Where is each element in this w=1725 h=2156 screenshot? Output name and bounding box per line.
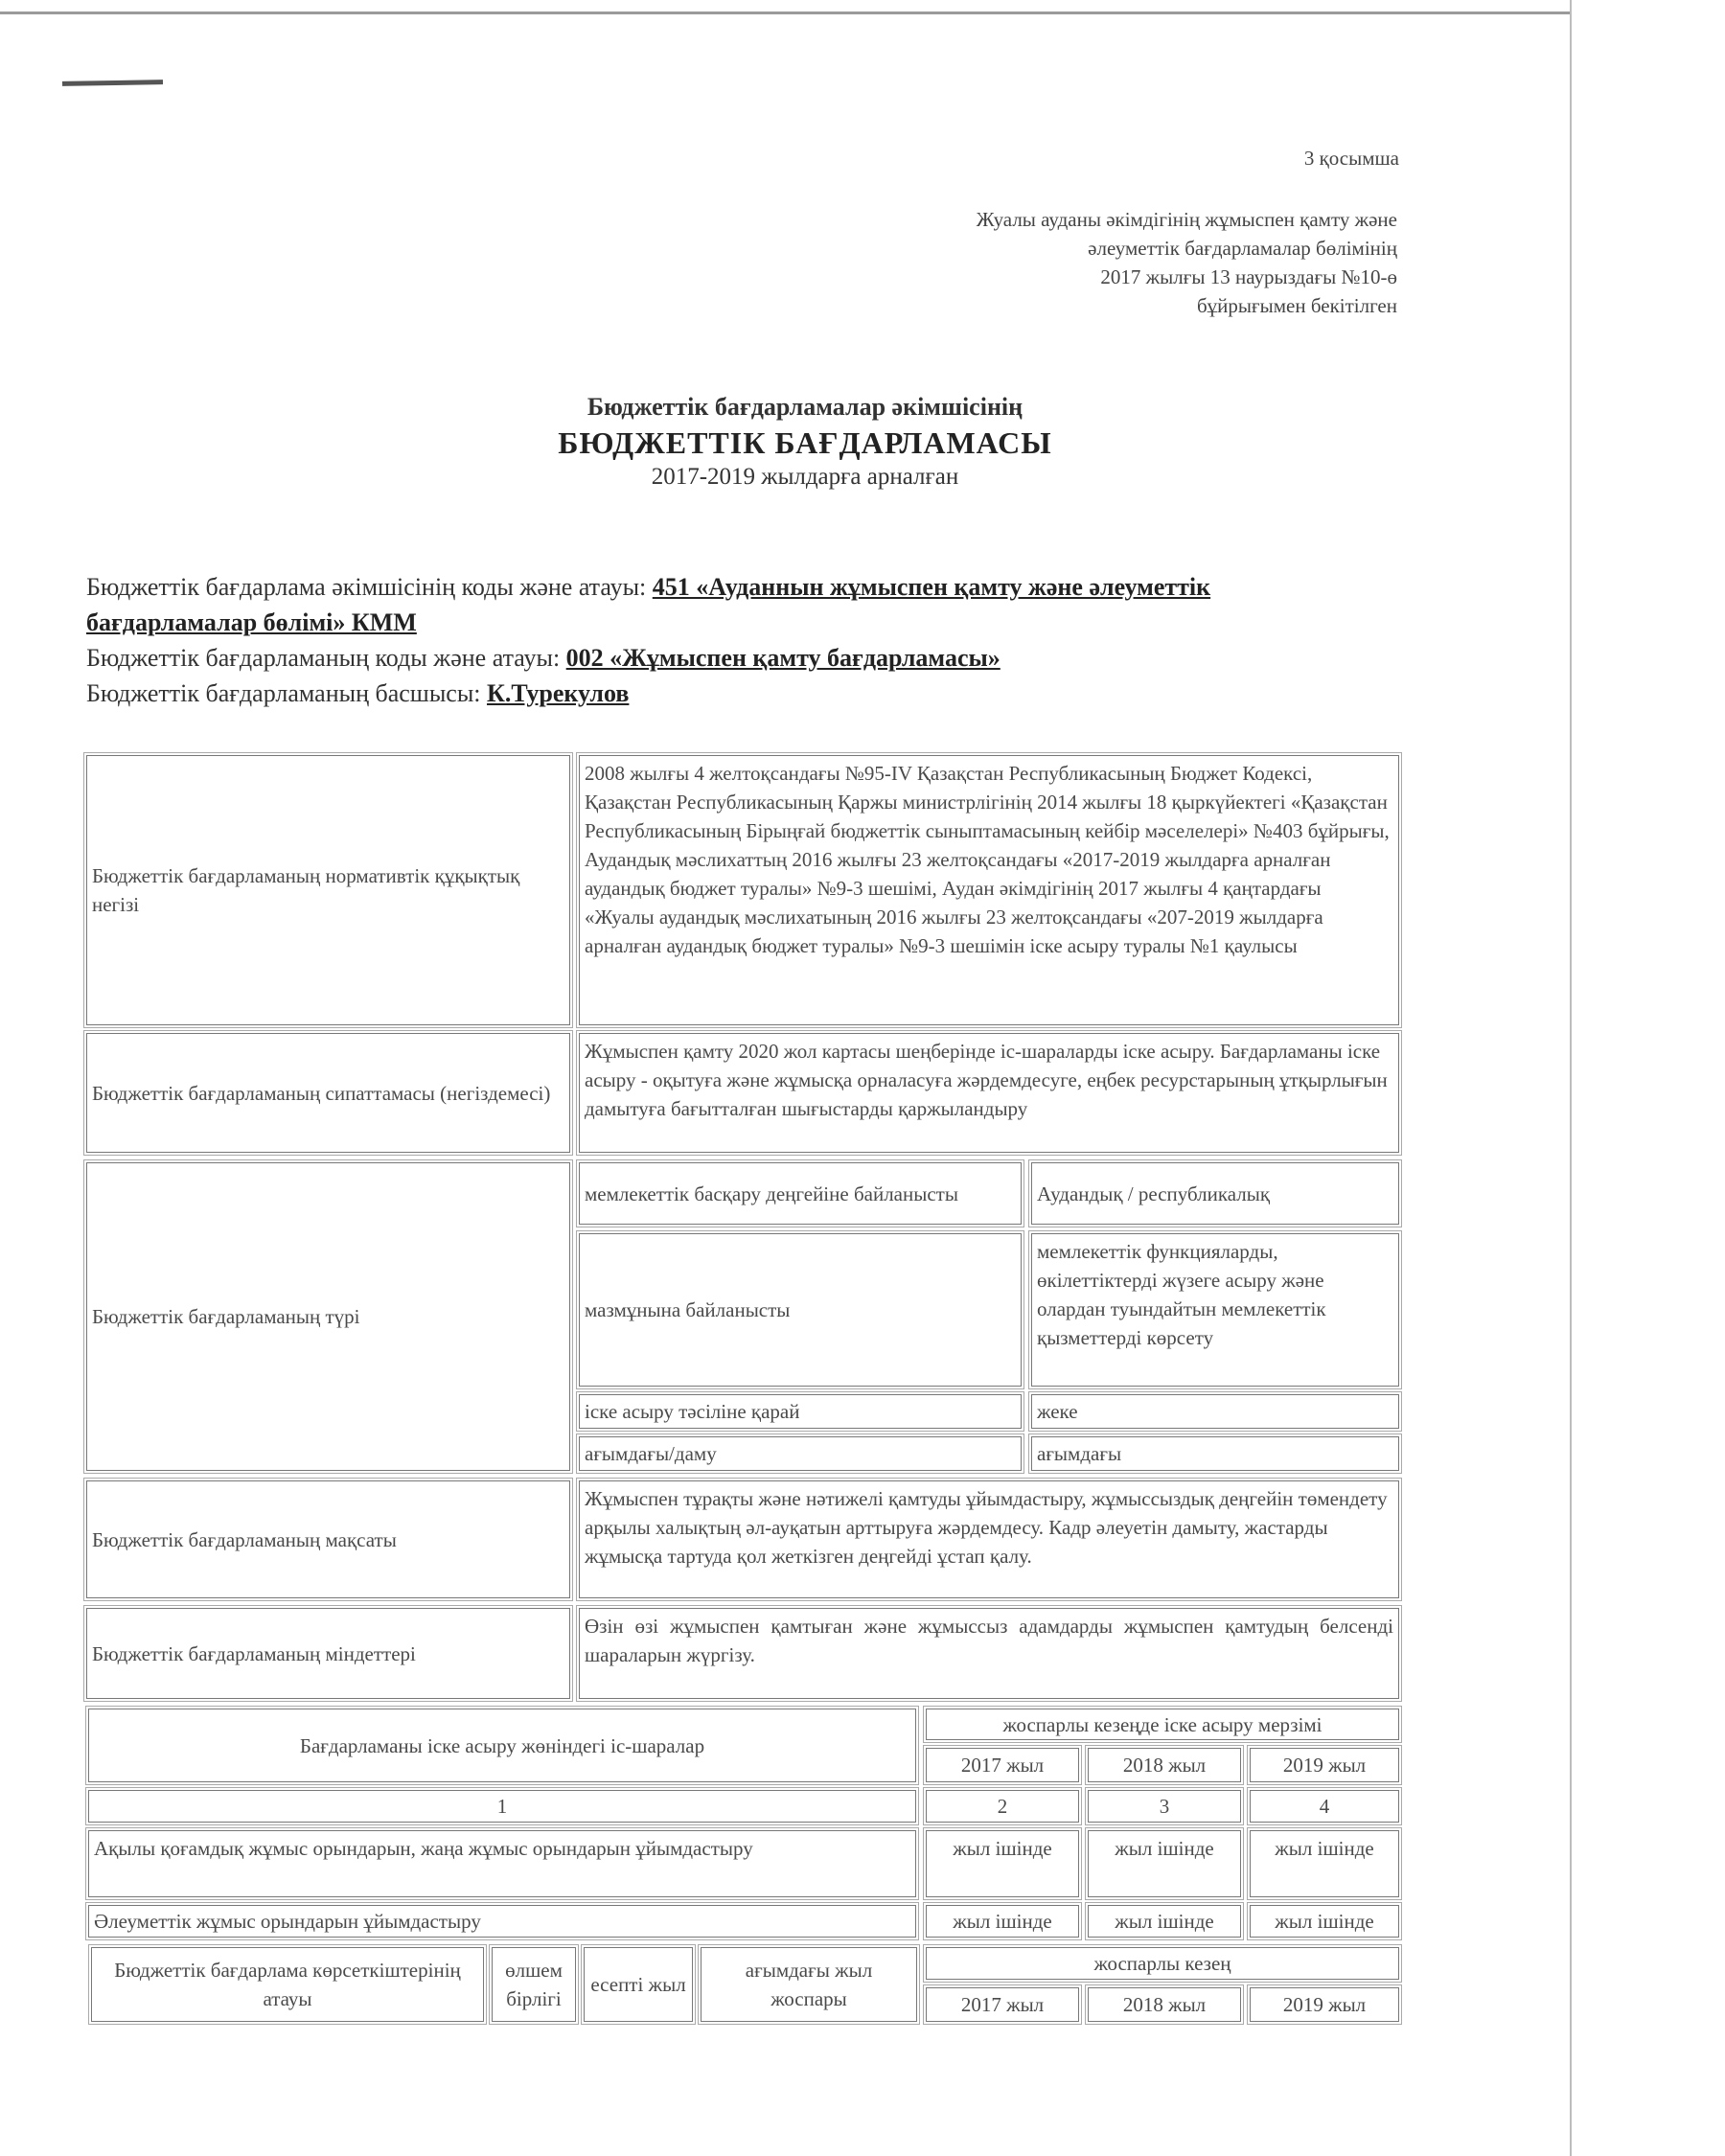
activities-header-cell bbox=[88, 1709, 916, 1782]
type-value: ағымдағы bbox=[1037, 1442, 1122, 1465]
type-value: Аудандық / республикалық bbox=[1037, 1181, 1271, 1205]
column-number: 2 bbox=[997, 1795, 1008, 1818]
admin-label: Бюджеттік бағдарлама әкімшісінің коды және атауы: bbox=[86, 573, 653, 601]
activity-name: Әлеуметтік жұмыс орындарын ұйымдастыру bbox=[94, 1910, 481, 1933]
type-key: мазмұнына байланысты bbox=[585, 1298, 791, 1321]
current-plan-header-cell bbox=[701, 1947, 917, 2022]
activity-name-cell bbox=[88, 1905, 916, 1938]
indicator-name-header: Бюджеттік бағдарлама көрсеткіштерінің атауы bbox=[114, 1959, 461, 2010]
activity-term: жыл ішінде bbox=[1275, 1910, 1374, 1933]
type-value: мемлекеттік функцияларды, өкілеттіктерді жүзеге асыру және олардан туындайтын мемлекеттік қызметтерді көрсету bbox=[1037, 1240, 1326, 1349]
head-value: К.Турекулов bbox=[487, 679, 630, 707]
goal-label-cell bbox=[86, 1480, 570, 1598]
approval-line: әлеуметтік бағдарламалар бөлімінің bbox=[1088, 237, 1397, 260]
activity-term-cell bbox=[1250, 1830, 1399, 1897]
approval-stamp-text bbox=[861, 205, 1397, 320]
title-line-2: БЮДЖЕТТІК БАҒДАРЛАМАСЫ bbox=[558, 425, 1052, 460]
description-label-cell bbox=[86, 1033, 570, 1153]
indicator-year: 2017 жыл bbox=[960, 1993, 1045, 2016]
column-number-cell bbox=[1250, 1790, 1399, 1823]
description-text: Жұмыспен қамту 2020 жол картасы шеңберінде іс-шараларды іске асыру. Бағдарламаны іске асыру - оқытуға және жұмысқа орналасуға жәрдемдесуге, еңбек ресурстарының ұтқырлығын дамытуға бағытталған шығыстарды қаржыландыру bbox=[585, 1040, 1388, 1120]
activities-period-cell bbox=[926, 1709, 1399, 1740]
current-plan-header: ағымдағы жыл жоспары bbox=[745, 1959, 873, 2010]
document-title bbox=[374, 391, 1236, 493]
approval-line: Жуалы ауданы әкімдігінің жұмыспен қамту және bbox=[976, 208, 1397, 231]
year-header-cell bbox=[1250, 1748, 1399, 1782]
activity-term: жыл ішінде bbox=[953, 1910, 1052, 1933]
column-number-cell bbox=[926, 1790, 1079, 1823]
activity-name-cell bbox=[88, 1830, 916, 1897]
activities-period: жоспарлы кезеңде іске асыру мерзімі bbox=[1002, 1712, 1322, 1736]
goal-label: Бюджеттік бағдарламаның мақсаты bbox=[92, 1527, 397, 1551]
type-key-cell bbox=[579, 1436, 1022, 1471]
type-value: жеке bbox=[1037, 1400, 1078, 1423]
activity-term: жыл ішінде bbox=[953, 1837, 1052, 1860]
activity-term-cell bbox=[1088, 1905, 1241, 1938]
head-label: Бюджеттік бағдарламаның басшысы: bbox=[86, 679, 488, 707]
type-value-cell bbox=[1031, 1233, 1399, 1387]
report-year-header: есепті жыл bbox=[590, 1973, 686, 1996]
activity-term-cell bbox=[1088, 1830, 1241, 1897]
activity-term-cell bbox=[926, 1905, 1079, 1938]
activity-term: жыл ішінде bbox=[1275, 1837, 1374, 1860]
indicator-year: 2019 жыл bbox=[1282, 1993, 1367, 2016]
type-key: мемлекеттік басқару деңгейіне байланысты bbox=[585, 1181, 958, 1205]
type-key: ағымдағы/даму bbox=[585, 1442, 717, 1465]
activity-term-cell bbox=[1250, 1905, 1399, 1938]
activity-term: жыл ішінде bbox=[1115, 1910, 1214, 1933]
tasks-label-cell bbox=[86, 1608, 570, 1699]
tasks-text-cell bbox=[579, 1608, 1399, 1699]
unit-header: өлшем бірлігі bbox=[505, 1959, 563, 2010]
indicator-year-cell bbox=[1250, 1987, 1399, 2022]
activity-term-cell bbox=[926, 1830, 1079, 1897]
scan-right-edge bbox=[1570, 0, 1572, 2156]
scan-top-edge bbox=[0, 11, 1572, 14]
type-key-cell bbox=[579, 1162, 1022, 1225]
year-header-cell bbox=[1088, 1748, 1241, 1782]
activities-header: Бағдарламаны іске асыру жөніндегі іс-шаралар bbox=[299, 1733, 705, 1757]
column-number: 3 bbox=[1159, 1795, 1170, 1818]
indicator-period-cell bbox=[926, 1947, 1399, 1980]
type-value-cell bbox=[1031, 1436, 1399, 1471]
type-label: Бюджеттік бағдарламаның түрі bbox=[92, 1305, 360, 1328]
goal-text-cell bbox=[579, 1480, 1399, 1598]
legal-basis-text-cell bbox=[579, 755, 1399, 1025]
indicator-year-cell bbox=[1088, 1987, 1241, 2022]
report-year-header-cell bbox=[584, 1947, 693, 2022]
program-value: 002 «Жұмыспен қамту бағдарламасы» bbox=[565, 644, 1000, 672]
tasks-label: Бюджеттік бағдарламаның міндеттері bbox=[92, 1641, 416, 1665]
title-line-3: 2017-2019 жылдарға арналған bbox=[651, 464, 959, 490]
approval-line: 2017 жылғы 13 наурыздағы №10-ө bbox=[1100, 265, 1397, 288]
description-label: Бюджеттік бағдарламаның сипаттамасы (негіздемесі) bbox=[92, 1081, 551, 1105]
activity-name: Ақылы қоғамдық жұмыс орындарын, жаңа жұмыс орындарын ұйымдастыру bbox=[94, 1837, 753, 1860]
year-header-cell bbox=[926, 1748, 1079, 1782]
indicator-year: 2018 жыл bbox=[1122, 1993, 1207, 2016]
tasks-text: Өзін өзі жұмыспен қамтыған және жұмыссыз адамдарды жұмыспен қамтудың белсенді шараларын жүргізу. bbox=[585, 1615, 1393, 1666]
goal-text: Жұмыспен тұрақты және нәтижелі қамтуды ұйымдастыру, жұмыссыздық деңгейін төмендету арқылы халықтың әл-ауқатын арттыруға жәрдемдесу. Кадр әлеуетін дамыту, жастарды жұмысқа тартуда қол жеткізген деңгейді ұстап қалу. bbox=[585, 1487, 1388, 1568]
column-number-cell bbox=[88, 1790, 916, 1823]
program-head-info bbox=[86, 676, 1351, 711]
unit-header-cell bbox=[492, 1947, 576, 2022]
column-number: 4 bbox=[1319, 1795, 1330, 1818]
column-number: 1 bbox=[496, 1795, 508, 1818]
program-info bbox=[86, 569, 1351, 711]
program-label: Бюджеттік бағдарламаның коды және атауы: bbox=[86, 644, 566, 672]
year-header: 2017 жыл bbox=[960, 1754, 1045, 1777]
admin-value: 451 «Ауданнын жұмыспен қамту және әлеуметтік бағдарламалар бөлімі» КММ bbox=[86, 573, 1211, 636]
pen-mark bbox=[62, 80, 163, 86]
type-key: іске асыру тәсіліне қарай bbox=[585, 1400, 800, 1423]
legal-basis-label-cell bbox=[86, 755, 570, 1025]
admin-info bbox=[86, 569, 1351, 640]
column-number-cell bbox=[1088, 1790, 1241, 1823]
year-header: 2018 жыл bbox=[1122, 1754, 1207, 1777]
legal-basis-text: 2008 жылғы 4 желтоқсандағы №95-IV Қазақстан Республикасының Бюджет Кодексі, Қазақстан Республикасының Қаржы министрлігінің 2014 жылғы 18 қыркүйектегі «Қазақстан Республикасының Бірыңғай бюджеттік сыныптамасының кейбір мәселелері» №403 бұйрығы, Аудандық мәслихаттың 2016 жылғы 23 желтоқсандағы «2017-2019 жылдарға арналған аудандық бюджет туралы» №9-3 шешімі, Аудан әкімдігінің 2017 жылғы 4 қаңтардағы «Жуалы аудандық мәслихатының 2016 жылғы 23 желтоқсандағы «207-2019 жылдарға арналған аудандық бюджет туралы» №9-3 шешімін іске асыру туралы №1 қаулысы bbox=[585, 762, 1390, 957]
program-code-info bbox=[86, 640, 1351, 676]
annex-number: 3 қосымша bbox=[1303, 147, 1399, 170]
title-line-1: Бюджеттік бағдарламалар әкімшісінің bbox=[586, 393, 1024, 421]
legal-basis-label: Бюджеттік бағдарламаның нормативтік құқықтық негізі bbox=[92, 864, 520, 916]
year-header: 2019 жыл bbox=[1282, 1754, 1367, 1777]
description-text-cell bbox=[579, 1033, 1399, 1153]
type-key-cell bbox=[579, 1233, 1022, 1387]
approval-line: бұйрығымен бекітілген bbox=[1196, 294, 1397, 317]
type-value-cell bbox=[1031, 1394, 1399, 1429]
activity-term: жыл ішінде bbox=[1115, 1837, 1214, 1860]
indicator-period: жоспарлы кезең bbox=[1093, 1952, 1231, 1975]
indicator-name-header-cell bbox=[91, 1947, 484, 2022]
indicator-year-cell bbox=[926, 1987, 1079, 2022]
type-label-cell bbox=[86, 1162, 570, 1471]
type-value-cell bbox=[1031, 1162, 1399, 1225]
type-key-cell bbox=[579, 1394, 1022, 1429]
